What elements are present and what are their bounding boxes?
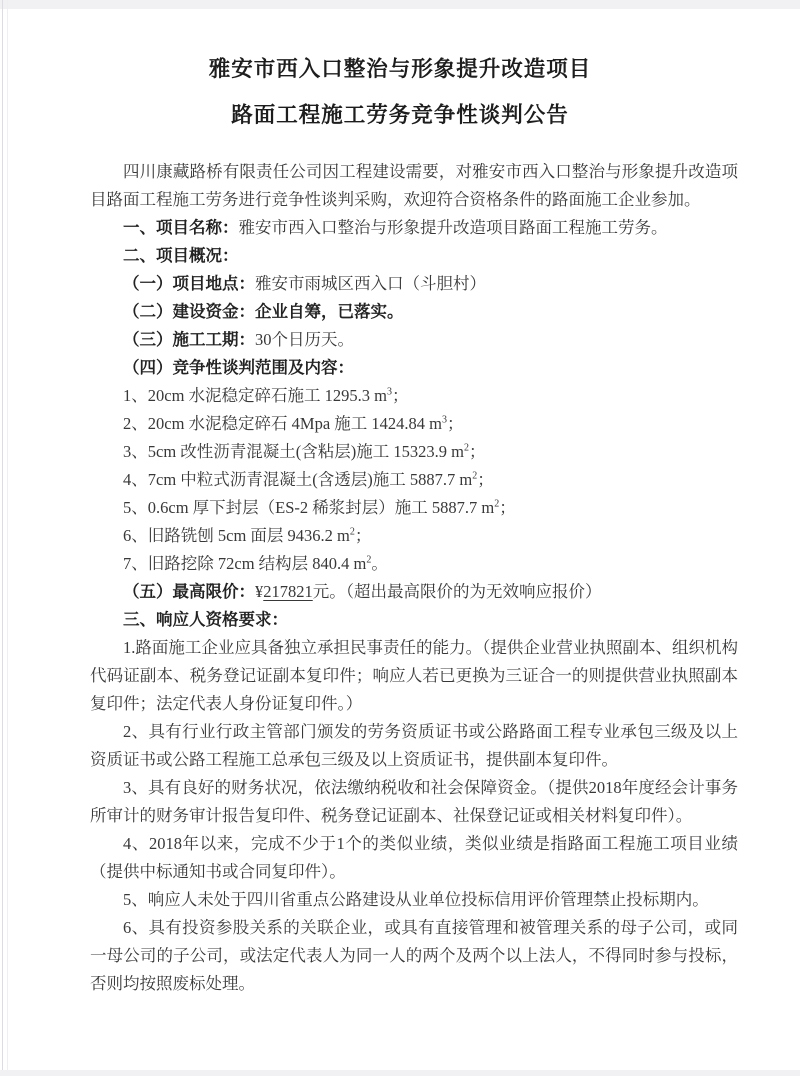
body-text: 四川康藏路桥有限责任公司因工程建设需要，对雅安市西入口整治与形象提升改造项目路面工程施工劳务进行竞争性谈判采购，欢迎符合资格条件的路面施工企业参加。	[90, 162, 738, 209]
unit-superscript: 2	[349, 526, 355, 538]
body-text: 2、20cm 水泥稳定碎石 4Mpa 施工 1424.84 m	[123, 414, 442, 433]
bold-label: （五）最高限价：	[123, 582, 255, 601]
body-text: 5、0.6cm 厚下封层（ES-2 稀浆封层）施工 5887.7 m	[123, 498, 495, 517]
body-text: ；	[477, 470, 494, 489]
doc-paragraph-1	[90, 158, 738, 214]
unit-superscript: 2	[472, 470, 478, 482]
document-header	[0, 0, 800, 130]
doc-paragraph-11	[90, 466, 738, 494]
document-title-line-2: 路面工程施工劳务竞争性谈判公告	[231, 103, 569, 127]
body-text: 雅安市西入口整治与形象提升改造项目路面工程施工劳务。	[238, 218, 668, 237]
body-text: 6、具有投资参股关系的关联企业，或具有直接管理和被管理关系的母子公司，或同一母公司的子公司，或法定代表人为同一人的两个及两个以上法人，不得同时参与投标，否则均按照废标处理。	[90, 918, 738, 993]
body-text: 。	[371, 554, 388, 573]
body-text: 6、旧路铣刨 5cm 面层 9436.2 m	[123, 526, 350, 545]
scan-edge-bottom	[0, 1070, 800, 1076]
scan-edge-left-line	[2, 0, 3, 1076]
doc-paragraph-6	[90, 326, 738, 354]
doc-paragraph-10	[90, 438, 738, 466]
doc-paragraph-2	[90, 214, 738, 242]
document-body	[0, 146, 800, 998]
doc-paragraph-19	[90, 774, 738, 830]
doc-paragraph-14	[90, 550, 738, 578]
unit-superscript: 2	[366, 554, 372, 566]
doc-paragraph-5	[90, 298, 738, 326]
body-text: 雅安市雨城区西入口（斗胆村）	[255, 274, 486, 293]
body-text: ¥	[255, 582, 264, 601]
body-text: 5、响应人未处于四川省重点公路建设从业单位投标信用评价管理禁止投标期内。	[123, 890, 709, 909]
doc-paragraph-9	[90, 410, 738, 438]
body-text: 1、20cm 水泥稳定碎石施工 1295.3 m	[123, 386, 387, 405]
body-text: ；	[392, 386, 409, 405]
unit-superscript: 2	[463, 442, 469, 454]
body-text: ；	[354, 526, 372, 545]
body-text: 2、具有行业行政主管部门颁发的劳务资质证书或公路路面工程专业承包三级及以上资质证书或公路工程施工总承包三级及以上资质证书，提供副本复印件。	[90, 722, 738, 769]
doc-paragraph-8	[90, 382, 738, 410]
bold-label: （一）项目地点：	[123, 274, 255, 293]
body-text: ；	[447, 414, 464, 433]
doc-paragraph-21	[90, 886, 738, 914]
doc-paragraph-17	[90, 634, 738, 718]
body-text: 元。（超出最高限价的为无效响应报价）	[312, 582, 602, 601]
body-text: 217821	[263, 582, 313, 601]
scan-edge-left-line-2	[7, 0, 8, 1076]
body-text: 7、旧路挖除 72cm 结构层 840.4 m	[123, 554, 367, 573]
bold-label: 一、项目名称：	[123, 218, 239, 237]
bold-label: （二）建设资金：企业自筹，已落实。	[123, 302, 404, 321]
body-text: 1.路面施工企业应具备独立承担民事责任的能力。（提供企业营业执照副本、组织机构代码证副本、税务登记证副本复印件；响应人若已更换为三证合一的则提供营业执照副本复印件；法定代表人身份证复印件。）	[90, 638, 738, 713]
bold-label: 二、项目概况：	[123, 246, 239, 265]
body-text: 30个日历天。	[255, 330, 354, 349]
body-text: ；	[468, 442, 486, 461]
unit-superscript: 3	[442, 414, 447, 426]
doc-paragraph-18	[90, 718, 738, 774]
unit-superscript: 3	[387, 386, 392, 398]
bold-label: （三）施工工期：	[123, 330, 255, 349]
unit-superscript: 2	[494, 498, 500, 510]
doc-paragraph-22	[90, 914, 738, 998]
document-title-line-1: 雅安市西入口整治与形象提升改造项目	[208, 57, 592, 81]
doc-paragraph-3	[90, 242, 738, 270]
scan-edge-top	[0, 0, 800, 9]
body-text: 4、2018年以来，完成不少于1个的类似业绩，类似业绩是指路面工程施工项目业绩（提供中标通知书或合同复印件）。	[90, 834, 738, 881]
body-text: ；	[499, 498, 516, 517]
doc-paragraph-7	[90, 354, 738, 382]
doc-paragraph-13	[90, 522, 738, 550]
body-text: 4、7cm 中粒式沥青混凝土(含透层)施工 5887.7 m	[123, 470, 473, 489]
bold-label: 三、响应人资格要求：	[123, 610, 288, 629]
body-text: 3、5cm 改性沥青混凝土(含粘层)施工 15323.9 m	[123, 442, 464, 461]
body-text: 3、具有良好的财务状况，依法缴纳税收和社会保障资金。（提供2018年度经会计事务所审计的财务审计报告复印件、税务登记证副本、社保登记证或相关材料复印件）。	[90, 778, 738, 825]
doc-paragraph-16	[90, 606, 738, 634]
doc-paragraph-15	[90, 578, 738, 606]
doc-paragraph-12	[90, 494, 738, 522]
doc-paragraph-4	[90, 270, 738, 298]
bold-label: （四）竞争性谈判范围及内容：	[123, 358, 354, 377]
doc-paragraph-20	[90, 830, 738, 886]
